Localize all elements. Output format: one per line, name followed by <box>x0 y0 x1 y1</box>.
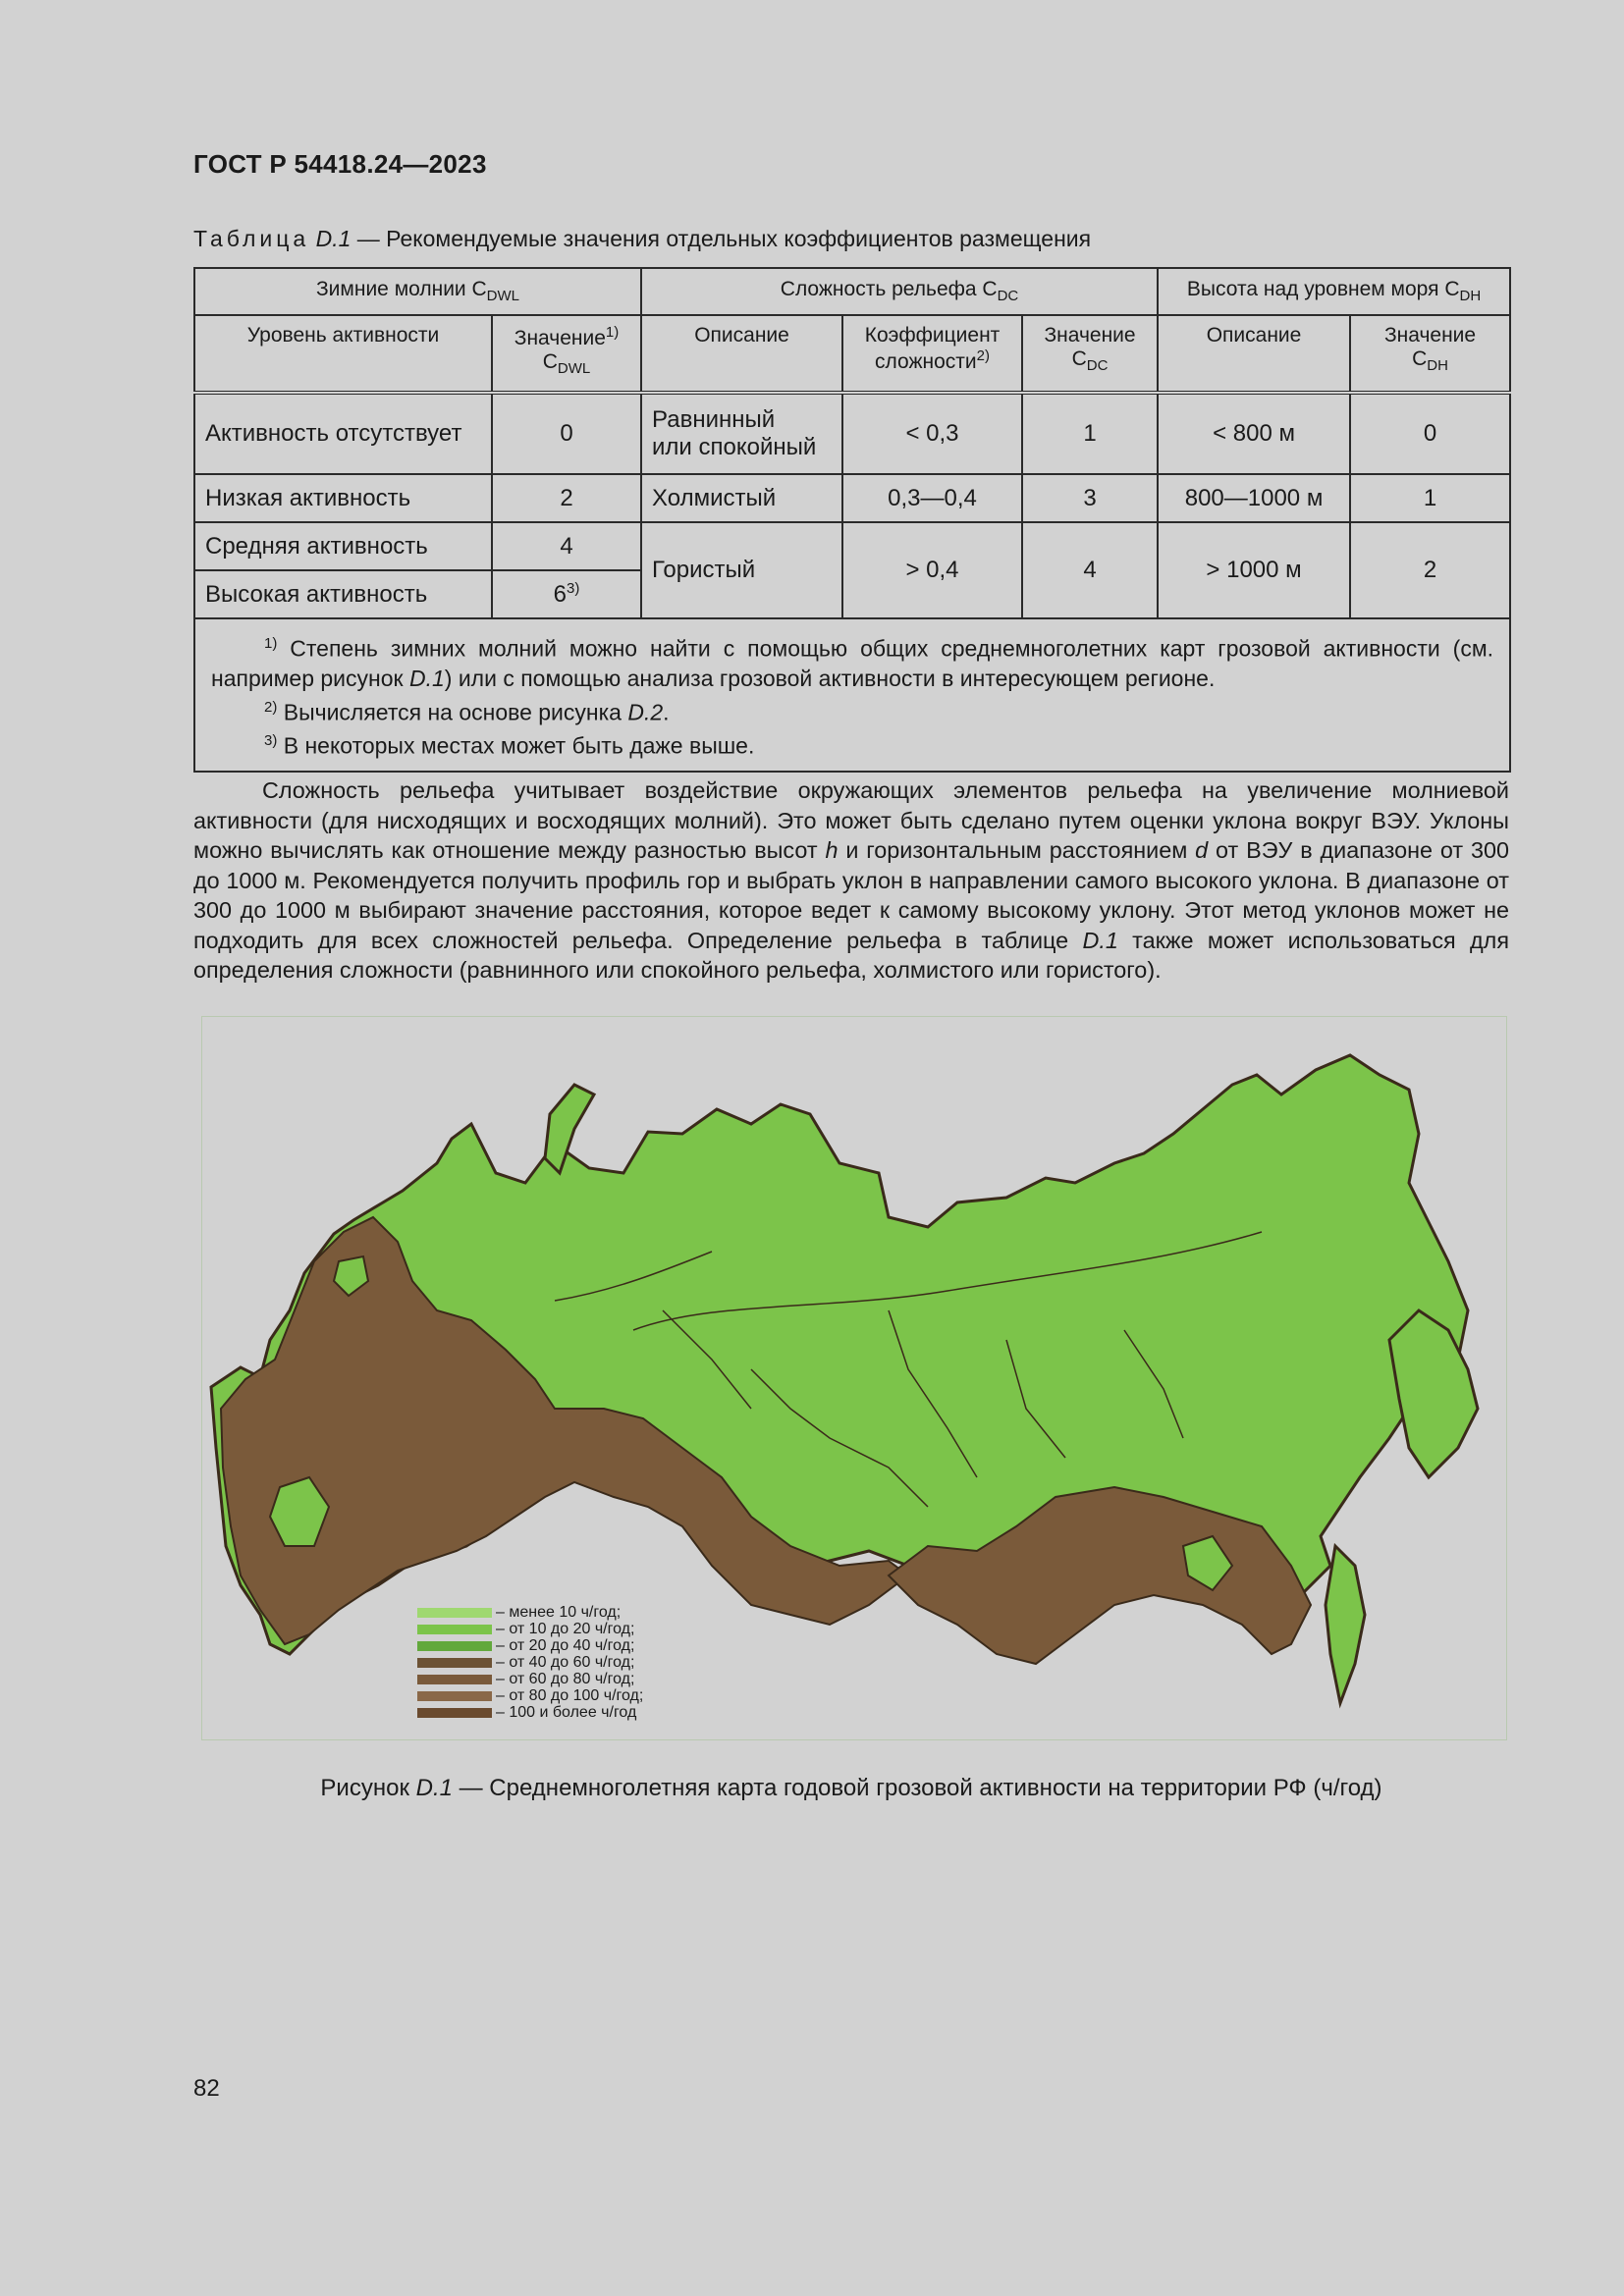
legend-swatch <box>417 1658 492 1668</box>
relief-coefficient-cell: > 0,4 <box>842 522 1022 618</box>
col-dc-coefficient: Коэффициент сложности$^{2)}$ <box>842 315 1022 393</box>
legend-swatch <box>417 1641 492 1651</box>
figure-caption: Рисунок D.1 — Среднемноголетняя карта годовой грозовой активности на территории РФ (ч/год) <box>320 1775 1382 1801</box>
table-notes-row <box>194 618 1510 772</box>
col-dc-description: Описание <box>641 315 842 393</box>
group-relief-complexity: Сложность рельефа $C_{DC}$ <box>641 268 1158 315</box>
altitude-description-cell: > 1000 м <box>1158 522 1350 618</box>
thunderstorm-activity-map <box>201 1016 1507 1740</box>
relief-coefficient-cell: < 0,3 <box>842 393 1022 474</box>
page-number: 82 <box>193 2075 220 2102</box>
col-activity-level: Уровень активности <box>194 315 492 393</box>
activity-level-cell: Средняя активность <box>194 522 492 570</box>
relief-value-cell: 4 <box>1022 522 1158 618</box>
legend-swatch <box>417 1708 492 1718</box>
relief-coefficient-cell: 0,3—0,4 <box>842 474 1022 522</box>
group-winter-lightning: Зимние молнии $C_{DWL}$ <box>194 268 641 315</box>
legend-item: – от 80 до 100 ч/год; <box>417 1687 643 1704</box>
legend-item: – менее 10 ч/год; <box>417 1604 643 1621</box>
col-dc-value: Значение $C_{DC}$ <box>1022 315 1158 393</box>
document-header: ГОСТ Р 54418.24—2023 <box>193 149 487 179</box>
table-note: $^{3)}$ В некоторых местах может быть даже выше. <box>264 732 755 759</box>
table-note: $^{1)}$ Степень зимних молний можно найти с помощью общих среднемноголетних карт грозовой активности (см. например рисунок D.1) или с помощью анализа грозовой активности в интересующем регионе. <box>211 635 1494 691</box>
altitude-description-cell: 800—1000 м <box>1158 474 1350 522</box>
legend-item: – от 60 до 80 ч/год; <box>417 1671 643 1687</box>
legend-swatch <box>417 1608 492 1618</box>
legend-item: – от 20 до 40 ч/год; <box>417 1637 643 1654</box>
legend-item: – 100 и более ч/год <box>417 1704 643 1721</box>
activity-value-cell: 0 <box>492 393 641 474</box>
col-dh-description: Описание <box>1158 315 1350 393</box>
group-altitude: Высота над уровнем моря $C_{DH}$ <box>1158 268 1510 315</box>
table-row <box>194 522 1510 570</box>
altitude-value-cell: 2 <box>1350 522 1510 618</box>
relief-description-cell: Гористый <box>641 522 842 618</box>
table-caption-prefix: Таблица <box>193 226 310 251</box>
altitude-description-cell: < 800 м <box>1158 393 1350 474</box>
table-caption-number: D.1 <box>315 226 352 251</box>
coefficients-table <box>193 267 1511 773</box>
col-dh-value: Значение $C_{DH}$ <box>1350 315 1510 393</box>
table-caption <box>193 226 1091 252</box>
relief-value-cell: 3 <box>1022 474 1158 522</box>
legend-swatch <box>417 1675 492 1684</box>
activity-level-cell: Активность отсутствует <box>194 393 492 474</box>
map-legend <box>417 1604 643 1721</box>
relief-description-cell: Равнинный или спокойный <box>641 393 842 474</box>
legend-swatch <box>417 1625 492 1634</box>
legend-swatch <box>417 1691 492 1701</box>
col-dwl-value: Значение$^{1)}$ $C_{DWL}$ <box>492 315 641 393</box>
legend-item: – от 10 до 20 ч/год; <box>417 1621 643 1637</box>
relief-description-cell: Холмистый <box>641 474 842 522</box>
table-caption-text: — Рекомендуемые значения отдельных коэффициентов размещения <box>351 226 1092 251</box>
legend-item: – от 40 до 60 ч/год; <box>417 1654 643 1671</box>
table-row <box>194 393 1510 474</box>
table-note: $^{2)}$ Вычисляется на основе рисунка D.2. <box>264 698 670 725</box>
table-notes <box>194 618 1510 772</box>
activity-value-cell: 6$^{3)}$ <box>492 570 641 618</box>
activity-level-cell: Низкая активность <box>194 474 492 522</box>
activity-level-cell: Высокая активность <box>194 570 492 618</box>
activity-value-cell: 4 <box>492 522 641 570</box>
altitude-value-cell: 0 <box>1350 393 1510 474</box>
activity-value-cell: 2 <box>492 474 641 522</box>
table-row <box>194 474 1510 522</box>
altitude-value-cell: 1 <box>1350 474 1510 522</box>
body-paragraph: Сложность рельефа учитывает воздействие окружающих элементов рельефа на увеличение молниевой активности (для нисходящих и восходящих молний). Это может быть сделано путем оценки уклона вокруг ВЭУ. Уклоны можно вычислять как отношение между разностью высот h и горизонтальным расстоянием d от ВЭУ в диапазоне от 300 до 1000 м. Рекомендуется получить профиль гор и выбрать уклон в направлении самого высокого уклона. В диапазоне от 300 до 1000 м выбирают значение расстояния, которое ведет к самому высокому уклону. Этот метод уклонов может не подходить для всех сложностей рельефа. Определение рельефа в таблице D.1 также может использоваться для определения сложности (равнинного или спокойного рельефа, холмистого или гористого). <box>193 777 1509 983</box>
relief-value-cell: 1 <box>1022 393 1158 474</box>
